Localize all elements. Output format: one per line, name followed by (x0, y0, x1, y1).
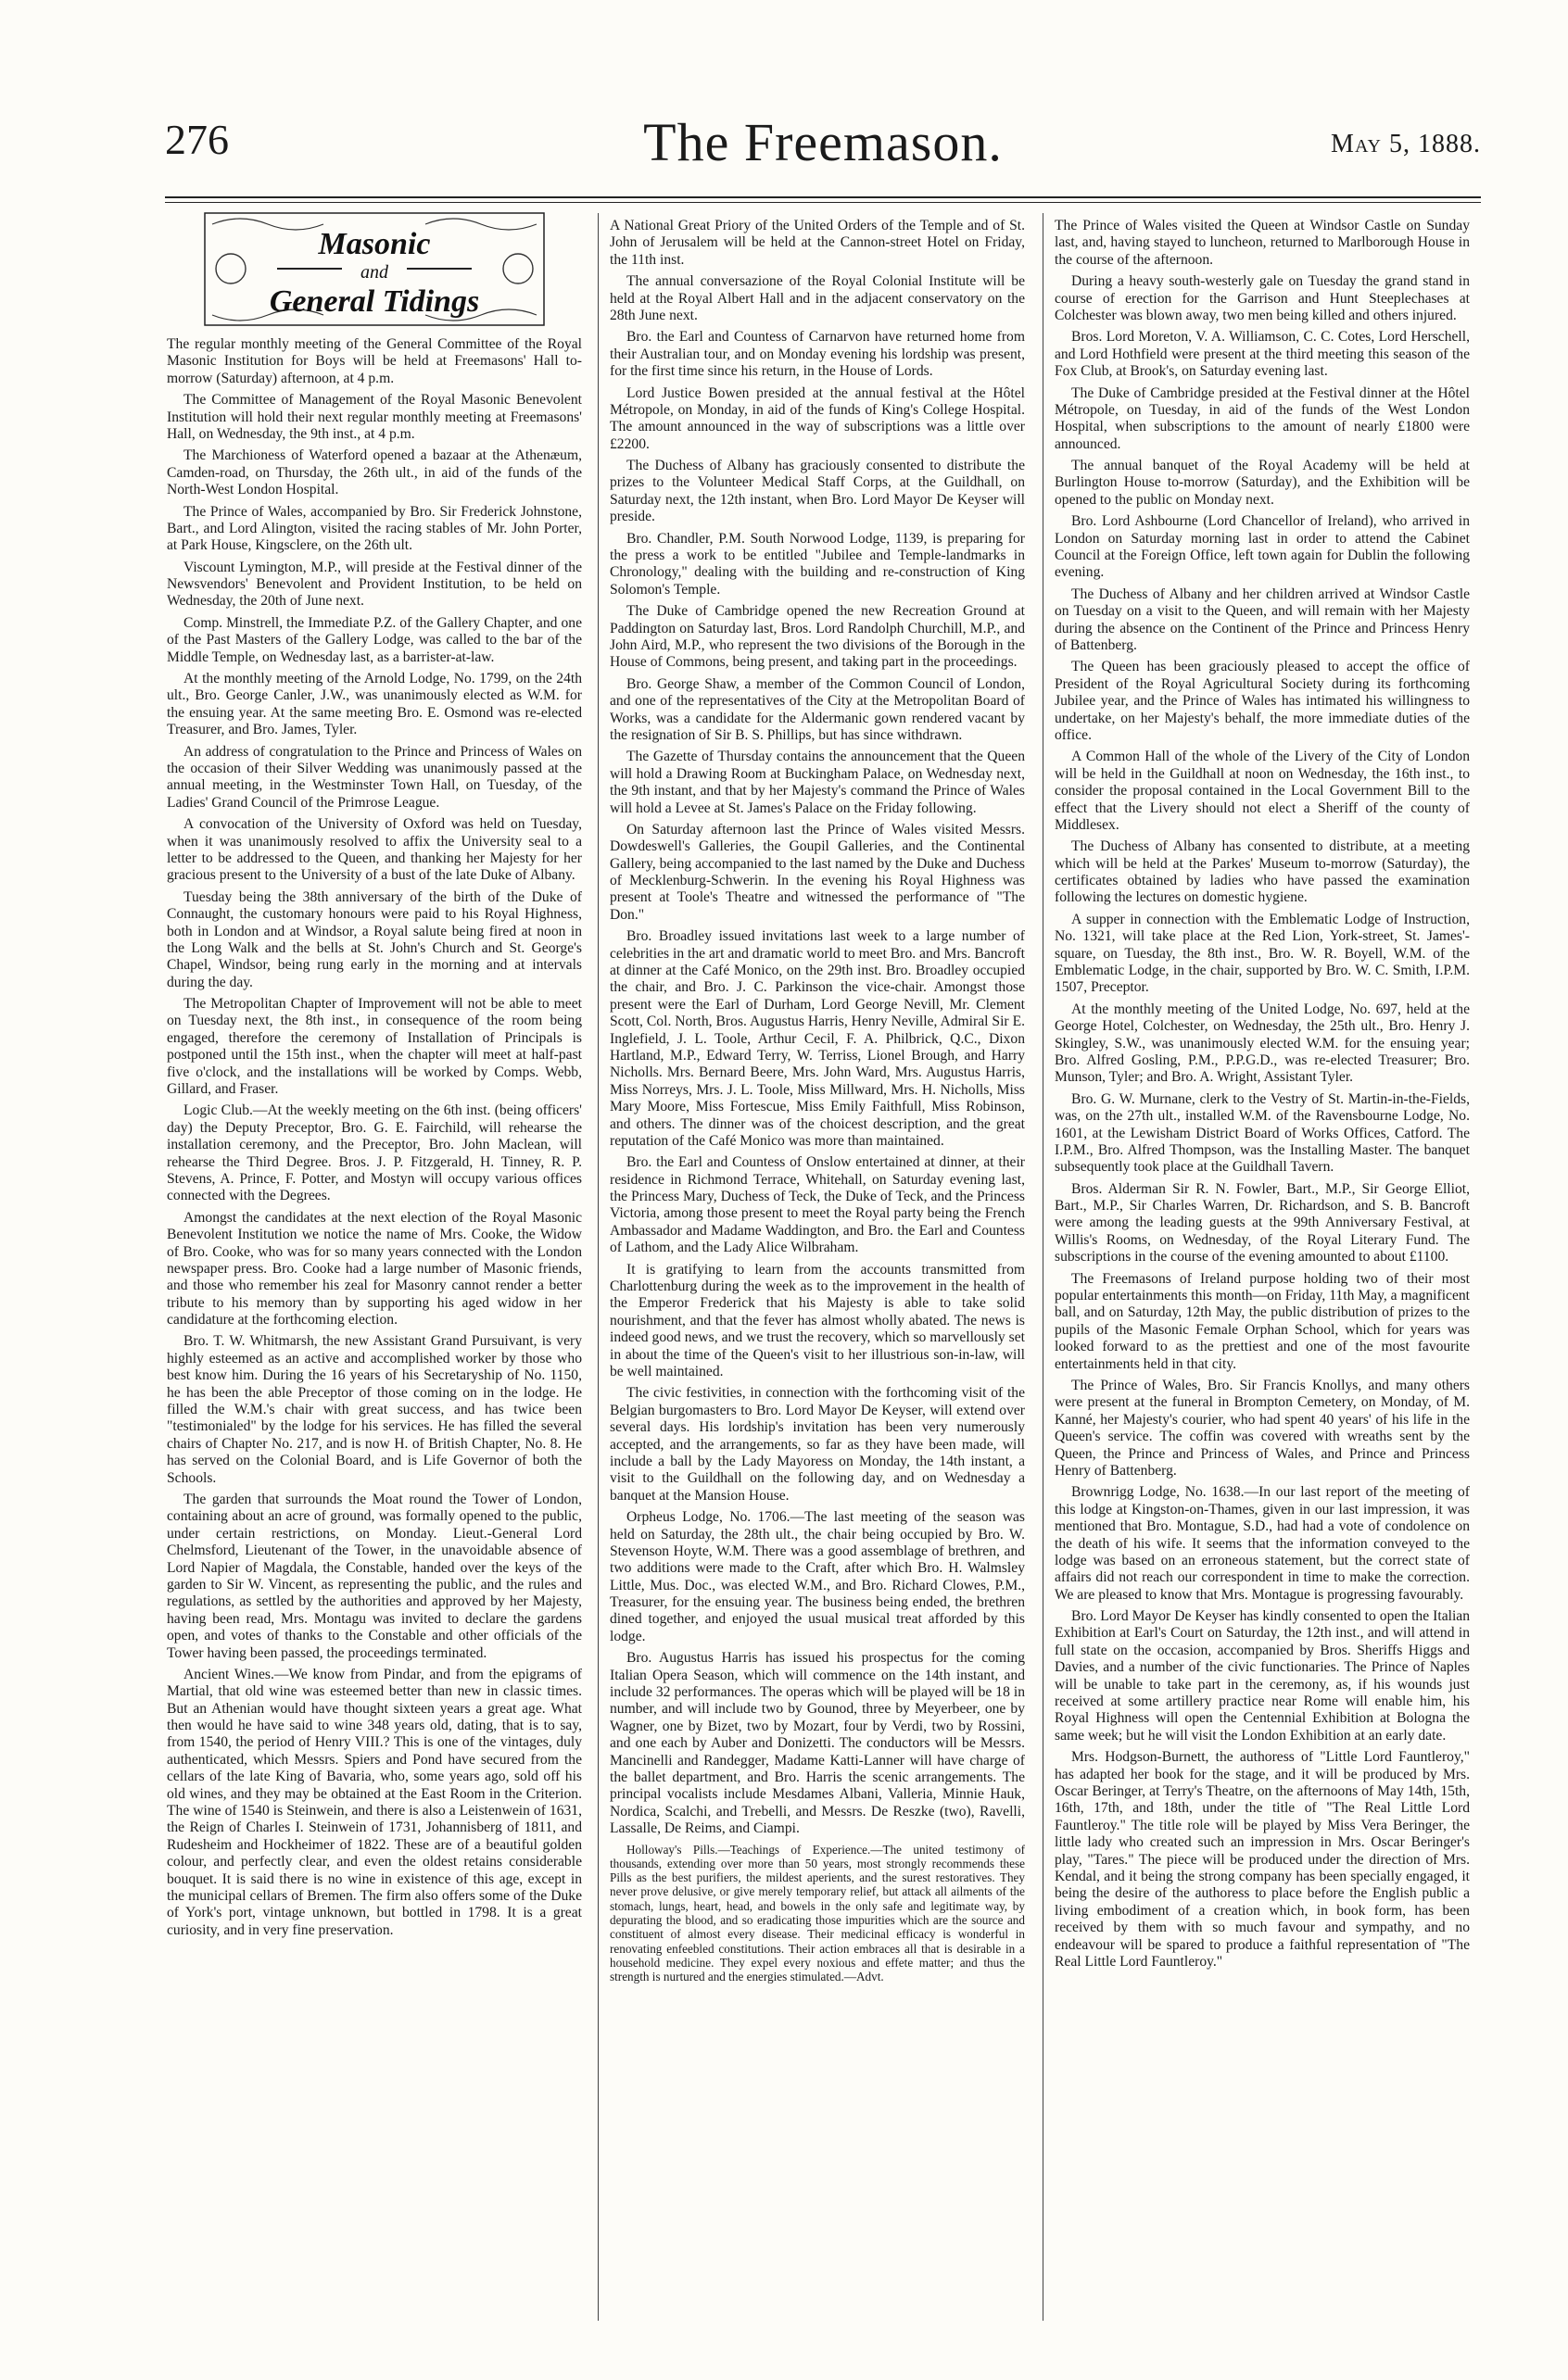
paragraph: Mrs. Hodgson-Burnett, the authoress of "Little Lord Fauntleroy," has adapted her book for the stage, and it will be produced by Mrs. Oscar Beringer, at Terry's Theatre, on the afternoons of May 14th, 15th, 16th, 17th, and 18th, under the title of "The Real Little Lord Fauntleroy." The title role will be played by Miss Vera Beringer, the little lady who created such an impression in Mrs. Oscar Beringer's play, "Tares." The piece will be produced under the direction of Mrs. Kendal, and it being the strong company has been specially engaged, it being the desire of the authoress to place before the English public a living embodiment of a creation which, in book form, has been received by them with so much favour and sympathy, and no endeavour will be spared to produce a faithful representation of "The Real Little Lord Fauntleroy." (1055, 1749, 1470, 1970)
paragraph: A National Great Priory of the United Orders of the Temple and of St. John of Jerusalem will be held at the Cannon-street Hotel on Friday, the 11th inst. (610, 218, 1025, 268)
paragraph: The Marchioness of Waterford opened a bazaar at the Athenæum, Camden-road, on Thursday, the 26th ult., in aid of the funds of the North-West London Hospital. (167, 447, 582, 498)
paragraph: The regular monthly meeting of the General Committee of the Royal Masonic Institution for Boys will be held at Freemasons' Hall to-morrow (Saturday) afternoon, at 4 p.m. (167, 336, 582, 386)
paragraph: An address of congratulation to the Prince and Princess of Wales on the occasion of their Silver Wedding was unanimously passed at the annual meeting, in the Westminster Town Hall, on Tuesday, of the Ladies' Grand Council of the Primrose League. (167, 743, 582, 811)
paragraph: The Prince of Wales, accompanied by Bro. Sir Frederick Johnstone, Bart., and Lord Alington, visited the racing stables of Mr. John Porter, at Park House, Kingsclere, on the 26th ult. (167, 503, 582, 554)
paragraph: Bro. G. W. Murnane, clerk to the Vestry of St. Martin-in-the-Fields, was, on the 27th ult., installed W.M. of the Ravensbourne Lodge, No. 1601, at the Lewisham District Board of Works Offices, Catford. The I.P.M., Bro. Alfred Thompson, was the Installing Master. The banquet subsequently took place at the Guildhall Tavern. (1055, 1090, 1470, 1176)
paragraph: Bro. the Earl and Countess of Onslow entertained at dinner, at their residence in Richmond Terrace, Whitehall, on Saturday evening last, the Princess Mary, Duchess of Teck, the Duke of Teck, and the Princess Victoria, among those present to meet the Royal party being the French Ambassador and Madame Waddington, and Bro. the Earl and Countess of Lathom, and the Lady Alice Wilbraham. (610, 1154, 1025, 1256)
paragraph: Lord Justice Bowen presided at the annual festival at the Hôtel Métropole, on Monday, in aid of the funds of King's College Hospital. The amount announced in the way of subscriptions was a little over £2200. (610, 384, 1025, 452)
paragraph: The Freemasons of Ireland purpose holding two of their most popular entertainments this month—on Friday, 11th May, a magnificent ball, and on Saturday, 12th May, the public distribution of prizes to the pupils of the Masonic Female Orphan School, which for years was looked forward to as the prettiest and one of the most favourite entertainments held in that city. (1055, 1270, 1470, 1372)
paragraph: The Gazette of Thursday contains the announcement that the Queen will hold a Drawing Room at Buckingham Palace, on Wednesday next, the 9th instant, and that by her Majesty's command the Prince of Wales will hold a Levee at St. James's Palace on the Friday following. (610, 749, 1025, 816)
paragraph: The Duchess of Albany and her children arrived at Windsor Castle on Tuesday on a visit to the Queen, and will remain with her Majesty during the absence on the Continent of the Prince and Princess Henry of Battenberg. (1055, 586, 1470, 653)
paragraph: The Duke of Cambridge opened the new Recreation Ground at Paddington on Saturday last, Bros. Lord Randolph Churchill, M.P., and John Aird, M.P., who represent the two divisions of the Borough in the House of Commons, being present, and taking part in the proceedings. (610, 603, 1025, 671)
paragraph: The Queen has been graciously pleased to accept the office of President of the Royal Agricultural Society during its forthcoming Jubilee year, and the Prince of Wales has intimated his willingness to undertake, on her Majesty's behalf, the more immediate duties of the office. (1055, 659, 1470, 743)
paragraph: Bro. Lord Mayor De Keyser has kindly consented to open the Italian Exhibition at Earl's Court on Saturday, the 12th inst., and will attend in full state on the occasion, accompanied by Bros. Sheriffs Higgs and Davies, and a number of the civic functionaries. The Prince of Naples will be unable to take part in the ceremony, as, if his wounds just received at some artillery practice near Rome will enable him, his Royal Highness will open the Centennial Exhibition at Bologna the same week; but he will visit the London Exhibition at an early date. (1055, 1608, 1470, 1744)
banner-line-3: General Tidings (269, 284, 480, 319)
paragraph: The annual conversazione of the Royal Colonial Institute will be held at the Royal Albert Hall and in the adjacent conservatory on the 28th June next. (610, 273, 1025, 323)
column-3 (1055, 218, 1470, 1975)
paragraph: Bros. Alderman Sir R. N. Fowler, Bart., M.P., Sir George Elliot, Bart., M.P., Sir Charles Warren, Dr. Richardson, and S. B. Bancroft were among the leading guests at the 99th Anniversary Festival, at Willis's Rooms, on Wednesday, of the Royal Literary Fund. The subscriptions in the course of the evening amounted to about £1100. (1055, 1180, 1470, 1266)
paragraph: A Common Hall of the whole of the Livery of the City of London will be held in the Guildhall at noon on Wednesday, the 16th inst., to consider the proposal contained in the Local Government Bill to the effect that the Livery should not elect a Sheriff of the county of Middlesex. (1055, 749, 1470, 833)
paragraph: Tuesday being the 38th anniversary of the birth of the Duke of Connaught, the customary honours were paid to his Royal Highness, both in London and at Windsor, a Royal salute being fired at noon in the Long Walk and the bells at St. John's Church and St. George's Chapel, Windsor, being rung early in the morning and at intervals during the day. (167, 888, 582, 990)
paragraph: Bro. George Shaw, a member of the Common Council of London, and one of the representatives of the City at the Metropolitan Board of Works, was a candidate for the Aldermanic gown rendered vacant by the resignation of Sir B. S. Phillips, but has since withdrawn. (610, 675, 1025, 743)
advertisement: Holloway's Pills.—Teachings of Experience.—The united testimony of thousands, extending over more than 50 years, most strongly recommends these Pills as the best purifiers, the mildest aperients, and the surest restoratives. They never prove delusive, or give merely temporary relief, but attack all ailments of the stomach, lungs, heart, head, and bowels in the only safe and legitimate way, by depurating the blood, and so eradicating those impurities which are the source and constituent of almost every disease. Their medicinal efficacy is wonderful in renovating enfeebled constitutions. Their action embraces all that is desirable in a household medicine. They expel every noxious and effete matter; and thus the strength is nurtured and the energies stimulated.—Advt. (610, 1842, 1025, 1984)
paragraph: Brownrigg Lodge, No. 1638.—In our last report of the meeting of this lodge at Kingston-on-Thames, given in our last impression, it was mentioned that Bro. Montague, S.D., had had a vote of condolence on the death of his wife. It seems that the information conveyed to the lodge was based on an erroneous statement, but the correct state of affairs did not reach our correspondent in time to make the correction. We are pleased to know that Mrs. Montague is progressing favourably. (1055, 1484, 1470, 1603)
paragraph: Amongst the candidates at the next election of the Royal Masonic Benevolent Institution we notice the name of Mrs. Cooke, the Widow of Bro. Cooke, who was for so many years connected with the London newspaper press. Bro. Cooke had a large number of Masonic friends, and those who remember his zeal for Masonry cannot render a better tribute to his memory than by supporting his aged widow in her candidature at the forthcoming election. (167, 1209, 582, 1329)
paragraph: On Saturday afternoon last the Prince of Wales visited Messrs. Dowdeswell's Galleries, the Goupil Galleries, and the Continental Gallery, being accompanied to the last named by the Duke and Duchess of Mecklenburg-Schwerin. In the evening his Royal Highness was present at Toole's Theatre and witnessed the performance of "The Don." (610, 821, 1025, 923)
paragraph: The garden that surrounds the Moat round the Tower of London, containing about an acre of ground, was formally opened to the public, under certain restrictions, on Monday. Lieut.-General Lord Chelmsford, Lieutenant of the Tower, in the unavoidable absence of Lord Napier of Magdala, the Constable, handed over the keys of the garden to Sir W. Vincent, as representing the public, and the rules and regulations, as settled by the authorities and approved by her Majesty, having been read, Mrs. Montagu was invited to declare the gardens open, and votes of thanks to the Constable and other officials of the Tower having been passed, the proceedings terminated. (167, 1492, 582, 1661)
paragraph: It is gratifying to learn from the accounts transmitted from Charlottenburg during the week as to the improvement in the health of the Emperor Frederick that his Majesty is able to take solid nourishment, and that the fever has almost wholly abated. The news is indeed good news, and we trust the recovery, which so marvellously set in about the time of the Queen's visit to her illustrious son-in-law, will be well maintained. (610, 1261, 1025, 1379)
banner-ornament (203, 211, 546, 327)
header-rule-thin (165, 202, 1481, 203)
header-rule (165, 196, 1481, 198)
paragraph: Ancient Wines.—We know from Pindar, and from the epigrams of Martial, that old wine was esteemed better than new in classic times. But an Athenian would have thought sixteen years a great age. What then would he have said to wine 348 years old, dating, that is to say, from 1540, the period of Henry VIII.? This is one of the vintages, duly authenticated, which Messrs. Spiers and Pond have secured from the cellars of the late King of Bavaria, who, some years ago, sold off his old wines, and they may be obtained at the East Room in the Criterion. The wine of 1540 is Steinwein, and there is also a Leistenwein of 1631, the Reign of Charles I. Steinwein of 1731, Johannisberg of 1811, and Rudesheim and Hockheimer of 1822. These are of a beautiful golden colour, and perfectly clear, and even the oldest retains considerable bouquet. It is said there is no wine in existence of this age, except in the municipal cellars of Bremen. The firm also offers some of the Duke of York's port, vintage unknown, but bottled in 1798. It is a great curiosity, and in very fine preservation. (167, 1666, 582, 1938)
paragraph: Logic Club.—At the weekly meeting on the 6th inst. (being officers' day) the Deputy Preceptor, Bro. G. E. Fairchild, will rehearse the installation ceremony, and the Preceptor, Bro. John Maclean, will rehearse the Third Degree. Bros. J. P. Fitzgerald, H. Tinney, R. P. Stevens, A. Prince, F. Potter, and Mostyn will occupy various offices connected with the Degrees. (167, 1102, 582, 1204)
section-banner (203, 211, 546, 327)
paragraph: The Committee of Management of the Royal Masonic Benevolent Institution will hold their next regular monthly meeting at Freemasons' Hall, on Wednesday, the 9th inst., at 4 p.m. (167, 392, 582, 442)
paragraph: The annual banquet of the Royal Academy will be held at Burlington House to-morrow (Saturday), and the Exhibition will be opened to the public on Monday next. (1055, 458, 1470, 508)
paragraph: Bro. Broadley issued invitations last week to a large number of celebrities in the art and dramatic world to meet Bro. and Mrs. Bancroft at dinner at the Café Monico, on the 29th inst. Bro. Broadley occupied the chair, and Bro. J. C. Parkinson the vice-chair. Amongst those present were the Earl of Durham, Lord George Nevill, Mr. Clement Scott, Col. North, Bros. Augustus Harris, Henry Neville, Admiral Sir E. Inglefield, J. L. Toole, Arthur Cecil, F. A. Philbrick, Q.C., Dixon Hartland, M.P., Edward Terry, W. Terriss, Lionel Brough, and Harry Nicholls. Mrs. Bernard Beere, Mrs. John Ward, Mrs. Augustus Harris, Miss Norreys, Mrs. J. L. Toole, Miss Millward, Mrs. H. Nicholls, Miss Mary Moore, Miss Fortescue, Miss Emily Faithfull, Miss Robinson, and others. The dinner was of the choicest description, and the great reputation of the Café Monico was more than maintained. (610, 928, 1025, 1149)
paragraph: During a heavy south-westerly gale on Tuesday the grand stand in course of erection for the Garrison and Hunt Steeplechases at Colchester was blown away, two men being killed and others injured. (1055, 273, 1470, 323)
paragraph: Orpheus Lodge, No. 1706.—The last meeting of the season was held on Saturday, the 28th ult., the chair being occupied by Bro. W. Stevenson Hoyte, W.M. There was a good assemblage of brethren, and two additions were made to the Craft, after which Bro. H. Walmsley Little, Mus. Doc., was elected W.M., and Bro. Richard Clowes, P.M., Treasurer, for the ensuing year. The business being ended, the brethren dined together, and enjoyed the usual musical treat afforded by this lodge. (610, 1509, 1025, 1644)
banner-line-1: Masonic (318, 227, 431, 261)
column-divider-1 (598, 213, 599, 2321)
paragraph: Bro. the Earl and Countess of Carnarvon have returned home from their Australian tour, and on Monday evening his lordship was present, for the first time since his return, in the House of Lords. (610, 329, 1025, 380)
column-1 (167, 211, 582, 1944)
paragraph: At the monthly meeting of the Arnold Lodge, No. 1799, on the 24th ult., Bro. George Canler, J.W., was unanimously elected as W.M. for the ensuing year. At the same meeting Bro. E. Osmond was re-elected Treasurer, and Bro. James, Tyler. (167, 671, 582, 738)
paragraph: A convocation of the University of Oxford was held on Tuesday, when it was unanimously resolved to affix the University seal to a letter to be addressed to the Queen, and thanking her Majesty for her gracious present to the University of a bust of the late Duke of Albany. (167, 816, 582, 884)
paragraph: The Duke of Cambridge presided at the Festival dinner at the Hôtel Métropole, on Tuesday, in aid of the funds of the West London Hospital, when subscriptions to the amount of nearly £1800 were announced. (1055, 384, 1470, 452)
paragraph: Bro. T. W. Whitmarsh, the new Assistant Grand Pursuivant, is very highly esteemed as an active and accomplished worker by those who best know him. During the 16 years of his Secretaryship of No. 1150, he has been the able Preceptor of those coming on in the lodge. He filled the W.M.'s chair with great success, and has twice been "testimonialed" by the lodge for his services. He has filled the several chairs of Chapter No. 217, and is now H. of British Chapter, No. 8. He has served on the Colonial Board, and is Life Governor of both the Schools. (167, 1333, 582, 1486)
paragraph: Comp. Minstrell, the Immediate P.Z. of the Gallery Chapter, and one of the Past Masters of the Gallery Lodge, was called to the bar of the Middle Temple, on Wednesday last, as a barrister-at-law. (167, 614, 582, 665)
paragraph: Bro. Chandler, P.M. South Norwood Lodge, 1139, is preparing for the press a work to be entitled "Jubilee and Temple-landmarks in Chronology," dealing with the building and re-construction of King Solomon's Temple. (610, 530, 1025, 598)
banner-line-2: and (360, 262, 388, 283)
page-number: 276 (165, 116, 229, 163)
paragraph: A supper in connection with the Emblematic Lodge of Instruction, No. 1321, will take place at the Red Lion, York-street, St. James'-square, on Tuesday, the 8th inst., Bro. W. R. Boyell, W.M. of the Emblematic Lodge, in the chair, supported by Bro. W. C. Smith, I.P.M. 1507, Preceptor. (1055, 911, 1470, 996)
paragraph: The civic festivities, in connection with the forthcoming visit of the Belgian burgomasters to Bro. Lord Mayor De Keyser, will extend over several days. His lordship's invitation has been very numerously accepted, and the arrangements, so far as they have been made, will include a ball by the Lady Mayoress on Monday, the 14th instant, a visit to the Guildhall on the following day, and on Wednesday a banquet at the Mansion House. (610, 1385, 1025, 1504)
paragraph: Bros. Lord Moreton, V. A. Williamson, C. C. Cotes, Lord Herschell, and Lord Hothfield were present at the third meeting this season of the Fox Club, at Brook's, on Saturday evening last. (1055, 329, 1470, 380)
masthead-title: The Freemason. (643, 112, 1003, 172)
paragraph: Bro. Augustus Harris has issued his prospectus for the coming Italian Opera Season, which will commence on the 14th instant, and include 32 performances. The operas which will be played will be 18 in number, and will include two by Gounod, three by Meyerbeer, one by Wagner, one by Bizet, two by Mozart, four by Verdi, two by Rossini, and one each by Auber and Donizetti. The conductors will be Messrs. Mancinelli and Randegger, Madame Katti-Lanner will have charge of the ballet department, and Bro. Harris the scenic arrangements. The principal vocalists include Mesdames Albani, Valleria, Minnie Hauk, Nordica, Scalchi, and Trebelli, and Messrs. De Reszke (two), Ravelli, Lassalle, De Reims, and Ciampi. (610, 1650, 1025, 1837)
paragraph: The Metropolitan Chapter of Improvement will not be able to meet on Tuesday next, the 8th inst., in consequence of the room being engaged, therefore the ceremony of Installation of Principals is postponed until the 15th inst., when the chapter will meet at half-past five o'clock, and the installations will be worked by Comps. Webb, Gillard, and Fraser. (167, 996, 582, 1098)
page-header (165, 111, 1481, 199)
issue-date: May 5, 1888. (1331, 130, 1481, 158)
column-2 (610, 218, 1025, 1989)
paragraph: The Duchess of Albany has graciously consented to distribute the prizes to the Volunteer Medical Staff Corps, at the Guildhall, on Saturday next, the 12th instant, when Bro. Lord Mayor De Keyser will preside. (610, 458, 1025, 525)
paragraph: Viscount Lymington, M.P., will preside at the Festival dinner of the Newsvendors' Benevolent and Provident Institution, to be held on Wednesday, the 20th of June next. (167, 559, 582, 610)
paragraph: Bro. Lord Ashbourne (Lord Chancellor of Ireland), who arrived in London on Saturday morning last in order to attend the Cabinet Council at the Foreign Office, left town again for Dublin the following evening. (1055, 513, 1470, 581)
paragraph: The Duchess of Albany has consented to distribute, at a meeting which will be held at the Parkes' Museum to-morrow (Saturday), the certificates obtained by ladies who have passed the examination following the lectures on domestic hygiene. (1055, 838, 1470, 906)
paragraph: The Prince of Wales, Bro. Sir Francis Knollys, and many others were present at the funeral in Brompton Cemetery, on Monday, of M. Kanné, her Majesty's courier, who had spent 40 years' of his life in the Queen's service. The coffin was covered with wreaths sent by the Queen, the Prince and Princess of Wales, and Prince and Princess Henry of Battenberg. (1055, 1378, 1470, 1479)
paragraph: The Prince of Wales visited the Queen at Windsor Castle on Sunday last, and, having stayed to luncheon, returned to Marlborough House in the course of the afternoon. (1055, 218, 1470, 268)
paragraph: At the monthly meeting of the United Lodge, No. 697, held at the George Hotel, Colchester, on Wednesday, the 25th ult., Bro. Henry J. Skingley, S.W., was unanimously elected W.M. for the ensuing year; Bro. Alfred Gosling, P.M., P.P.G.D., was re-elected Treasurer; Bro. Munson, Tyler; and Bro. A. Wright, Assistant Tyler. (1055, 1001, 1470, 1086)
